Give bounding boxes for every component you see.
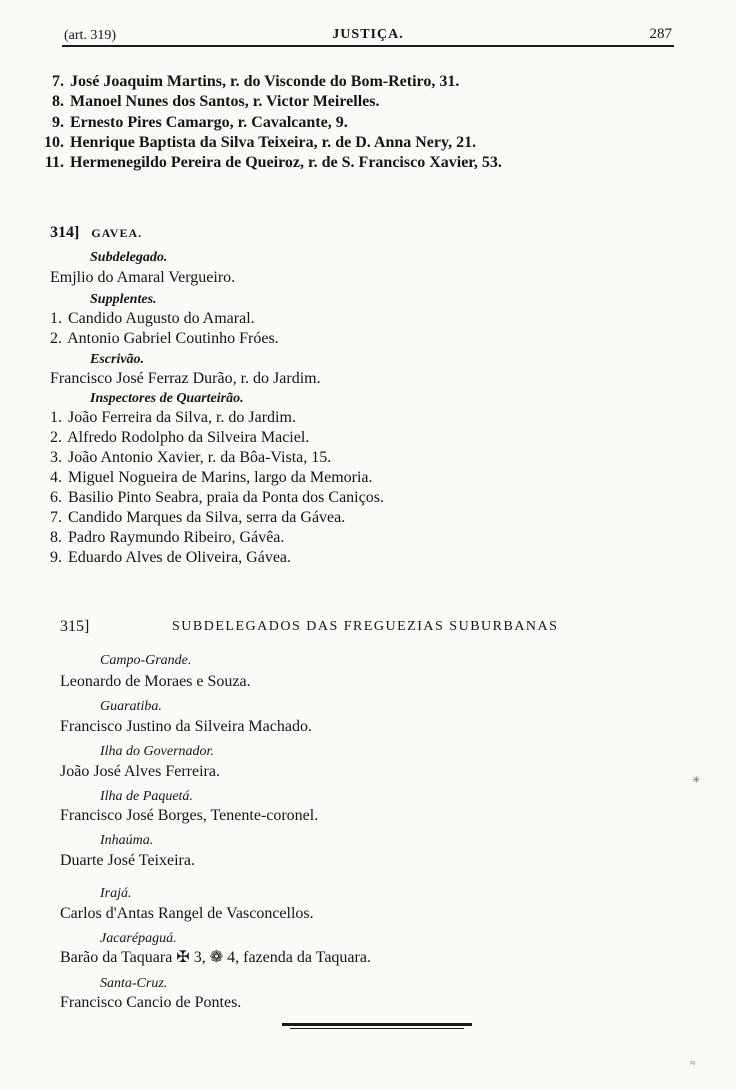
- subdelegado-name: Barão da Taquara ✠ 3, ❁ 4, fazenda da Taquara.: [60, 949, 371, 966]
- end-rule: [282, 1023, 472, 1026]
- freguezia-name: Jacarépaguá.: [100, 931, 177, 946]
- supplentes-label: Supplentes.: [90, 292, 157, 307]
- subdelegado-name: Leonardo de Moraes e Souza.: [60, 673, 251, 690]
- subdelegado-name: João José Alves Ferreira.: [60, 763, 220, 780]
- list-item: 4. Miguel Nogueira de Marins, largo da Memoria.: [50, 469, 373, 486]
- freguezia-name: Guaratiba.: [100, 699, 162, 714]
- list-item: 2. Alfredo Rodolpho da Silveira Maciel.: [50, 429, 310, 446]
- running-header: [62, 26, 674, 46]
- section-heading-gavea: 314] GAVEA.: [50, 224, 143, 241]
- list-item: 3. João Antonio Xavier, r. da Bôa-Vista, 15.: [50, 449, 332, 466]
- subdelegado-name: Francisco Cancio de Pontes.: [60, 994, 242, 1011]
- list-item: 8. Manoel Nunes dos Santos, r. Victor Meirelles.: [52, 93, 380, 110]
- freguezia-name: Santa-Cruz.: [100, 976, 168, 991]
- list-item: 1. João Ferreira da Silva, r. do Jardim.: [50, 409, 296, 426]
- section-number-315: 315]: [60, 618, 90, 635]
- list-item: 10. Henrique Baptista da Silva Teixeira, r. de D. Anna Nery, 21.: [44, 134, 477, 151]
- header-article-ref: (art. 319): [64, 28, 117, 43]
- freguezia-name: Campo-Grande.: [100, 653, 192, 668]
- freguezia-name: Ilha do Governador.: [100, 744, 214, 759]
- scan-speck: ≈: [690, 1058, 696, 1069]
- subdelegado-label: Subdelegado.: [90, 250, 168, 265]
- end-rule-thin: [290, 1028, 464, 1029]
- subdelegado-name: Carlos d'Antas Rangel de Vasconcellos.: [60, 905, 314, 922]
- section-title-suburbanas: SUBDELEGADOS DAS FREGUEZIAS SUBURBANAS: [172, 619, 559, 634]
- list-item: 2. Antonio Gabriel Coutinho Fróes.: [50, 330, 279, 347]
- subdelegado-name: Francisco Justino da Silveira Machado.: [60, 718, 312, 735]
- escrivao-name: Francisco José Ferraz Durão, r. do Jardim.: [50, 370, 321, 387]
- subdelegado-name: Francisco José Borges, Tenente-coronel.: [60, 807, 319, 824]
- inspectores-label: Inspectores de Quarteirão.: [90, 391, 244, 406]
- subdelegado-name: Emjlio do Amaral Vergueiro.: [50, 269, 236, 286]
- list-item: 11. Hermenegildo Pereira de Queiroz, r. de S. Francisco Xavier, 53.: [44, 154, 502, 171]
- list-item: 1. Candido Augusto do Amaral.: [50, 310, 255, 327]
- page-number: 287: [649, 26, 672, 42]
- list-item: 9. Ernesto Pires Camargo, r. Cavalcante, 9.: [52, 114, 348, 131]
- escrivao-label: Escrivão.: [90, 352, 145, 367]
- list-item: 6. Basilio Pinto Seabra, praia da Ponta dos Caniços.: [50, 489, 384, 506]
- header-title: JUSTIÇA.: [332, 27, 404, 42]
- freguezia-name: Irajá.: [100, 886, 132, 901]
- list-item: 8. Padro Raymundo Ribeiro, Gávêa.: [50, 529, 285, 546]
- scan-speck: ✳: [692, 775, 701, 786]
- header-rule: [62, 45, 674, 47]
- freguezia-name: Inhaúma.: [100, 833, 154, 848]
- list-item: 7. Candido Marques da Silva, serra da Gávea.: [50, 509, 346, 526]
- subdelegado-name: Duarte José Teixeira.: [60, 852, 195, 869]
- list-item: 7. José Joaquim Martins, r. do Visconde do Bom-Retiro, 31.: [52, 73, 460, 90]
- freguezia-name: Ilha de Paquetá.: [100, 789, 193, 804]
- list-item: 9. Eduardo Alves de Oliveira, Gávea.: [50, 549, 292, 566]
